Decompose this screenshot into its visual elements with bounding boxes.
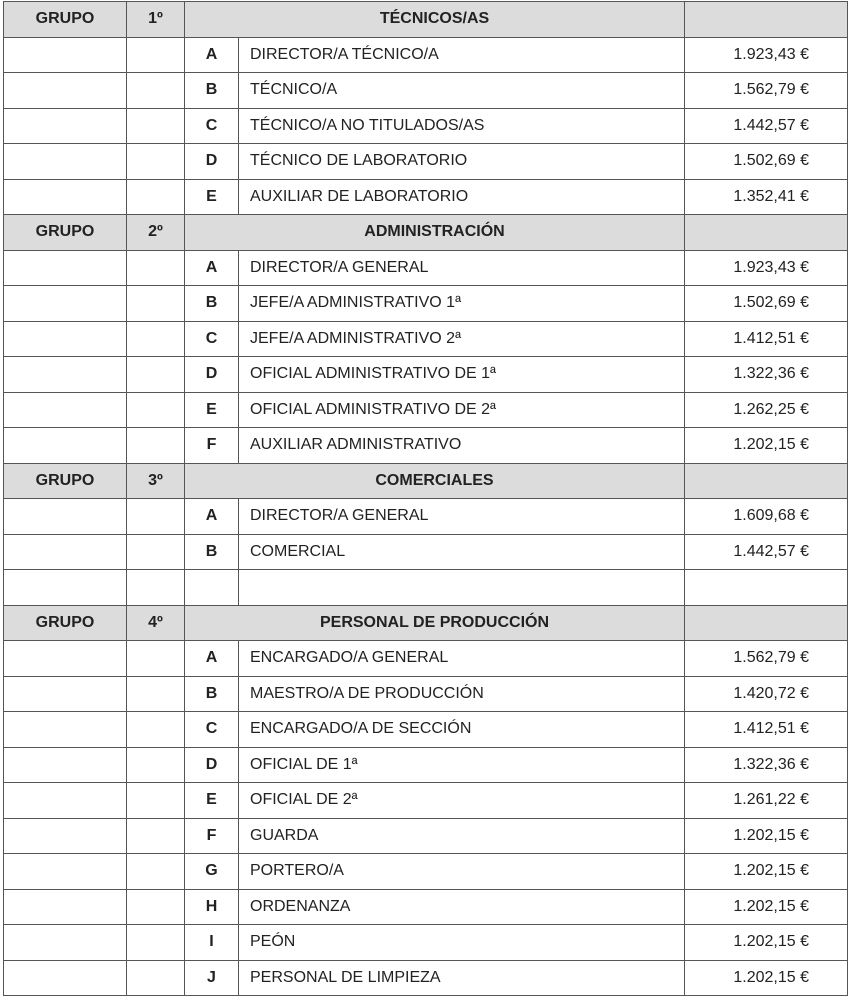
category-letter: [185, 570, 239, 606]
category-letter: A: [185, 37, 239, 73]
group-amount-blank: [685, 215, 848, 251]
salary-amount: [685, 570, 848, 606]
group-number: 1º: [127, 2, 185, 38]
category-letter: C: [185, 712, 239, 748]
blank-cell: [127, 534, 185, 570]
category-name: JEFE/A ADMINISTRATIVO 2ª: [239, 321, 685, 357]
category-name: PEÓN: [239, 925, 685, 961]
category-letter: J: [185, 960, 239, 996]
group-amount-blank: [685, 2, 848, 38]
group-amount-blank: [685, 463, 848, 499]
category-letter: F: [185, 428, 239, 464]
blank-cell: [4, 144, 127, 180]
blank-cell: [4, 676, 127, 712]
group-number: 4º: [127, 605, 185, 641]
blank-cell: [127, 783, 185, 819]
salary-amount: 1.923,43 €: [685, 250, 848, 286]
category-name: TÉCNICO DE LABORATORIO: [239, 144, 685, 180]
table-row: [4, 428, 848, 464]
group-label: GRUPO: [4, 215, 127, 251]
salary-amount: 1.202,15 €: [685, 889, 848, 925]
category-name: PERSONAL DE LIMPIEZA: [239, 960, 685, 996]
blank-cell: [4, 783, 127, 819]
table-row: [4, 676, 848, 712]
category-letter: B: [185, 286, 239, 322]
category-letter: E: [185, 783, 239, 819]
salary-amount: 1.442,57 €: [685, 534, 848, 570]
blank-cell: [127, 818, 185, 854]
blank-cell: [4, 641, 127, 677]
group-header-row: [4, 215, 848, 251]
category-name: DIRECTOR/A TÉCNICO/A: [239, 37, 685, 73]
category-name: JEFE/A ADMINISTRATIVO 1ª: [239, 286, 685, 322]
table-row: [4, 37, 848, 73]
category-name: ENCARGADO/A DE SECCIÓN: [239, 712, 685, 748]
salary-amount: 1.609,68 €: [685, 499, 848, 535]
table-row: [4, 534, 848, 570]
blank-cell: [127, 73, 185, 109]
blank-cell: [4, 534, 127, 570]
category-letter: H: [185, 889, 239, 925]
category-name: OFICIAL ADMINISTRATIVO DE 2ª: [239, 392, 685, 428]
salary-amount: 1.562,79 €: [685, 641, 848, 677]
table-row: [4, 854, 848, 890]
category-letter: A: [185, 641, 239, 677]
table-row: [4, 108, 848, 144]
group-header-row: [4, 2, 848, 38]
category-name: ORDENANZA: [239, 889, 685, 925]
salary-amount: 1.923,43 €: [685, 37, 848, 73]
salary-amount: 1.420,72 €: [685, 676, 848, 712]
blank-cell: [4, 570, 127, 606]
blank-cell: [127, 357, 185, 393]
blank-cell: [4, 321, 127, 357]
blank-cell: [127, 854, 185, 890]
group-header-row: [4, 463, 848, 499]
blank-cell: [127, 37, 185, 73]
salary-amount: 1.442,57 €: [685, 108, 848, 144]
blank-cell: [127, 676, 185, 712]
blank-cell: [4, 392, 127, 428]
category-name: PORTERO/A: [239, 854, 685, 890]
category-letter: A: [185, 250, 239, 286]
blank-cell: [127, 108, 185, 144]
salary-amount: 1.202,15 €: [685, 960, 848, 996]
salary-amount: 1.262,25 €: [685, 392, 848, 428]
category-letter: E: [185, 392, 239, 428]
salary-amount: 1.322,36 €: [685, 357, 848, 393]
category-letter: I: [185, 925, 239, 961]
category-name: OFICIAL ADMINISTRATIVO DE 1ª: [239, 357, 685, 393]
blank-cell: [4, 499, 127, 535]
table-row: [4, 499, 848, 535]
blank-cell: [4, 73, 127, 109]
blank-cell: [4, 854, 127, 890]
category-letter: B: [185, 676, 239, 712]
salary-amount: 1.202,15 €: [685, 925, 848, 961]
group-label: GRUPO: [4, 605, 127, 641]
category-letter: D: [185, 747, 239, 783]
blank-cell: [4, 37, 127, 73]
category-name: TÉCNICO/A NO TITULADOS/AS: [239, 108, 685, 144]
table-row: [4, 357, 848, 393]
table-row: [4, 144, 848, 180]
table-row: [4, 570, 848, 606]
blank-cell: [4, 108, 127, 144]
blank-cell: [127, 889, 185, 925]
blank-cell: [4, 712, 127, 748]
category-letter: E: [185, 179, 239, 215]
table-row: [4, 641, 848, 677]
category-letter: G: [185, 854, 239, 890]
salary-amount: 1.352,41 €: [685, 179, 848, 215]
blank-cell: [4, 179, 127, 215]
blank-cell: [127, 286, 185, 322]
blank-cell: [4, 960, 127, 996]
category-name: ENCARGADO/A GENERAL: [239, 641, 685, 677]
group-label: GRUPO: [4, 463, 127, 499]
group-number: 2º: [127, 215, 185, 251]
table-row: [4, 747, 848, 783]
blank-cell: [127, 712, 185, 748]
blank-cell: [127, 570, 185, 606]
group-number: 3º: [127, 463, 185, 499]
blank-cell: [4, 357, 127, 393]
group-title: COMERCIALES: [185, 463, 685, 499]
category-name: OFICIAL DE 2ª: [239, 783, 685, 819]
category-letter: B: [185, 73, 239, 109]
group-title: TÉCNICOS/AS: [185, 2, 685, 38]
blank-cell: [4, 747, 127, 783]
group-header-row: [4, 605, 848, 641]
blank-cell: [127, 144, 185, 180]
blank-cell: [127, 925, 185, 961]
salary-amount: 1.202,15 €: [685, 428, 848, 464]
table-row: [4, 889, 848, 925]
salary-table: [3, 1, 848, 996]
category-name: [239, 570, 685, 606]
category-name: MAESTRO/A DE PRODUCCIÓN: [239, 676, 685, 712]
blank-cell: [127, 960, 185, 996]
category-letter: D: [185, 144, 239, 180]
blank-cell: [127, 428, 185, 464]
blank-cell: [127, 321, 185, 357]
salary-table-body: [4, 2, 848, 996]
category-name: COMERCIAL: [239, 534, 685, 570]
category-name: DIRECTOR/A GENERAL: [239, 250, 685, 286]
table-row: [4, 73, 848, 109]
blank-cell: [4, 889, 127, 925]
category-name: GUARDA: [239, 818, 685, 854]
salary-amount: 1.562,79 €: [685, 73, 848, 109]
category-letter: C: [185, 321, 239, 357]
blank-cell: [4, 925, 127, 961]
category-letter: B: [185, 534, 239, 570]
group-amount-blank: [685, 605, 848, 641]
category-letter: A: [185, 499, 239, 535]
salary-amount: 1.502,69 €: [685, 144, 848, 180]
category-name: AUXILIAR ADMINISTRATIVO: [239, 428, 685, 464]
salary-amount: 1.202,15 €: [685, 854, 848, 890]
table-row: [4, 818, 848, 854]
blank-cell: [127, 499, 185, 535]
blank-cell: [127, 641, 185, 677]
category-name: AUXILIAR DE LABORATORIO: [239, 179, 685, 215]
blank-cell: [4, 286, 127, 322]
table-row: [4, 286, 848, 322]
group-title: PERSONAL DE PRODUCCIÓN: [185, 605, 685, 641]
table-row: [4, 179, 848, 215]
category-letter: C: [185, 108, 239, 144]
blank-cell: [127, 179, 185, 215]
category-name: TÉCNICO/A: [239, 73, 685, 109]
salary-amount: 1.502,69 €: [685, 286, 848, 322]
salary-amount: 1.202,15 €: [685, 818, 848, 854]
blank-cell: [127, 392, 185, 428]
group-label: GRUPO: [4, 2, 127, 38]
table-row: [4, 712, 848, 748]
blank-cell: [4, 818, 127, 854]
salary-amount: 1.261,22 €: [685, 783, 848, 819]
table-row: [4, 960, 848, 996]
table-row: [4, 392, 848, 428]
table-row: [4, 321, 848, 357]
blank-cell: [4, 250, 127, 286]
table-row: [4, 925, 848, 961]
table-row: [4, 250, 848, 286]
category-name: DIRECTOR/A GENERAL: [239, 499, 685, 535]
group-title: ADMINISTRACIÓN: [185, 215, 685, 251]
salary-amount: 1.322,36 €: [685, 747, 848, 783]
category-letter: F: [185, 818, 239, 854]
table-row: [4, 783, 848, 819]
blank-cell: [127, 747, 185, 783]
category-letter: D: [185, 357, 239, 393]
blank-cell: [4, 428, 127, 464]
category-name: OFICIAL DE 1ª: [239, 747, 685, 783]
salary-amount: 1.412,51 €: [685, 321, 848, 357]
blank-cell: [127, 250, 185, 286]
salary-amount: 1.412,51 €: [685, 712, 848, 748]
